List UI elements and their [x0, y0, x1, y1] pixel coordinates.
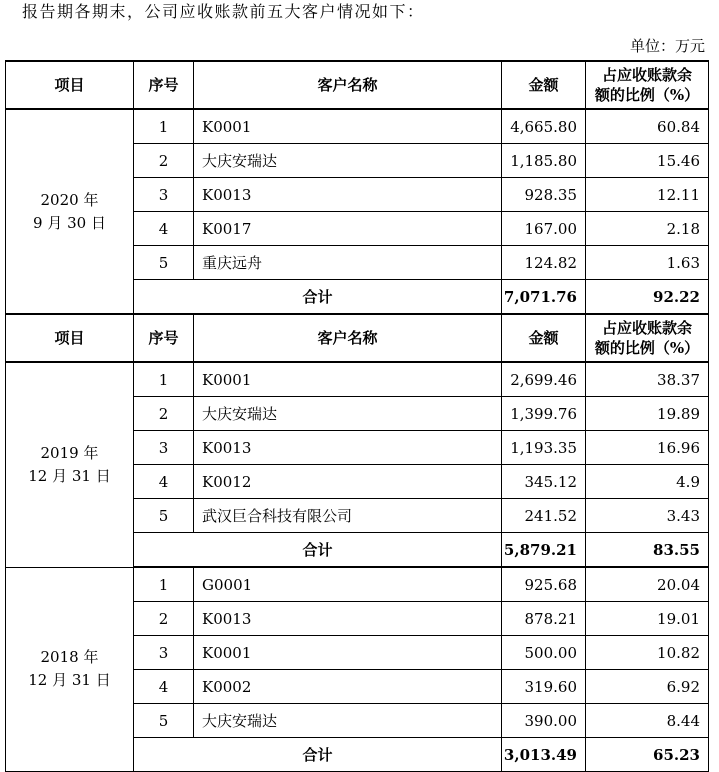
table-header-row	[6, 314, 709, 362]
header-ratio	[586, 61, 709, 109]
header-ratio-line1: 占应收账款余	[601, 66, 692, 84]
header-amount: 金额	[502, 61, 586, 109]
ratio-cell: 20.04	[586, 567, 709, 602]
amount-cell: 500.00	[502, 636, 586, 670]
total-amount: 5,879.21	[502, 533, 586, 568]
amount-cell: 4,665.80	[502, 109, 586, 144]
amount-cell: 167.00	[502, 212, 586, 246]
total-label: 合计	[134, 738, 502, 772]
ratio-cell: 1.63	[586, 246, 709, 280]
seq-cell: 5	[134, 246, 194, 280]
period-label	[6, 567, 134, 772]
customer-cell: K0002	[194, 670, 502, 704]
period-label	[6, 109, 134, 314]
customer-cell: K0013	[194, 431, 502, 465]
header-customer: 客户名称	[194, 61, 502, 109]
total-label: 合计	[134, 280, 502, 315]
total-ratio: 92.22	[586, 280, 709, 315]
period-date: 12 月 31 日	[28, 671, 111, 690]
seq-cell: 2	[134, 602, 194, 636]
customer-cell: K0013	[194, 602, 502, 636]
seq-cell: 4	[134, 465, 194, 499]
header-customer: 客户名称	[194, 314, 502, 362]
amount-cell: 241.52	[502, 499, 586, 533]
ratio-cell: 12.11	[586, 178, 709, 212]
amount-cell: 925.68	[502, 567, 586, 602]
customer-cell: 武汉巨合科技有限公司	[194, 499, 502, 533]
ratio-cell: 19.01	[586, 602, 709, 636]
table-header-row	[6, 61, 709, 109]
total-amount: 3,013.49	[502, 738, 586, 772]
period-year: 2019 年	[40, 443, 99, 462]
ratio-cell: 19.89	[586, 397, 709, 431]
intro-text: 报告期各期末，公司应收账款前五大客户情况如下：	[22, 2, 425, 21]
top5-receivables-table	[5, 60, 709, 772]
seq-cell: 4	[134, 212, 194, 246]
ratio-cell: 15.46	[586, 144, 709, 178]
amount-cell: 928.35	[502, 178, 586, 212]
amount-cell: 1,185.80	[502, 144, 586, 178]
seq-cell: 1	[134, 362, 194, 397]
customer-cell: 重庆远舟	[194, 246, 502, 280]
seq-cell: 4	[134, 670, 194, 704]
customer-cell: K0013	[194, 178, 502, 212]
amount-cell: 345.12	[502, 465, 586, 499]
customer-cell: 大庆安瑞达	[194, 704, 502, 738]
table-row	[6, 109, 709, 144]
customer-cell: K0012	[194, 465, 502, 499]
ratio-cell: 6.92	[586, 670, 709, 704]
customer-cell: K0001	[194, 362, 502, 397]
amount-cell: 2,699.46	[502, 362, 586, 397]
seq-cell: 3	[134, 431, 194, 465]
header-seq: 序号	[134, 314, 194, 362]
total-label: 合计	[134, 533, 502, 568]
ratio-cell: 60.84	[586, 109, 709, 144]
table-row	[6, 362, 709, 397]
ratio-cell: 2.18	[586, 212, 709, 246]
seq-cell: 2	[134, 397, 194, 431]
ratio-cell: 16.96	[586, 431, 709, 465]
amount-cell: 390.00	[502, 704, 586, 738]
amount-cell: 878.21	[502, 602, 586, 636]
unit-label: 单位：万元	[629, 37, 705, 55]
total-ratio: 83.55	[586, 533, 709, 568]
ratio-cell: 3.43	[586, 499, 709, 533]
period-date: 12 月 31 日	[28, 466, 111, 485]
customer-cell: 大庆安瑞达	[194, 397, 502, 431]
period-year: 2018 年	[40, 648, 99, 667]
seq-cell: 5	[134, 704, 194, 738]
header-item: 项目	[6, 61, 134, 109]
customer-cell: 大庆安瑞达	[194, 144, 502, 178]
header-seq: 序号	[134, 61, 194, 109]
customer-cell: K0001	[194, 636, 502, 670]
amount-cell: 124.82	[502, 246, 586, 280]
customer-cell: G0001	[194, 567, 502, 602]
customer-cell: K0017	[194, 212, 502, 246]
header-item: 项目	[6, 314, 134, 362]
ratio-cell: 8.44	[586, 704, 709, 738]
table-row	[6, 567, 709, 602]
period-year: 2020 年	[40, 190, 99, 209]
header-ratio-line1: 占应收账款余	[601, 319, 692, 337]
header-amount: 金额	[502, 314, 586, 362]
total-ratio: 65.23	[586, 738, 709, 772]
ratio-cell: 38.37	[586, 362, 709, 397]
ratio-cell: 10.82	[586, 636, 709, 670]
period-label	[6, 362, 134, 567]
seq-cell: 1	[134, 109, 194, 144]
seq-cell: 3	[134, 178, 194, 212]
seq-cell: 5	[134, 499, 194, 533]
amount-cell: 1,193.35	[502, 431, 586, 465]
seq-cell: 2	[134, 144, 194, 178]
header-ratio-line2: 额的比例（%）	[594, 339, 700, 357]
customer-cell: K0001	[194, 109, 502, 144]
amount-cell: 1,399.76	[502, 397, 586, 431]
period-date: 9 月 30 日	[33, 213, 106, 232]
header-ratio-line2: 额的比例（%）	[594, 86, 700, 104]
header-ratio	[586, 314, 709, 362]
seq-cell: 1	[134, 567, 194, 602]
total-amount: 7,071.76	[502, 280, 586, 315]
seq-cell: 3	[134, 636, 194, 670]
amount-cell: 319.60	[502, 670, 586, 704]
ratio-cell: 4.9	[586, 465, 709, 499]
